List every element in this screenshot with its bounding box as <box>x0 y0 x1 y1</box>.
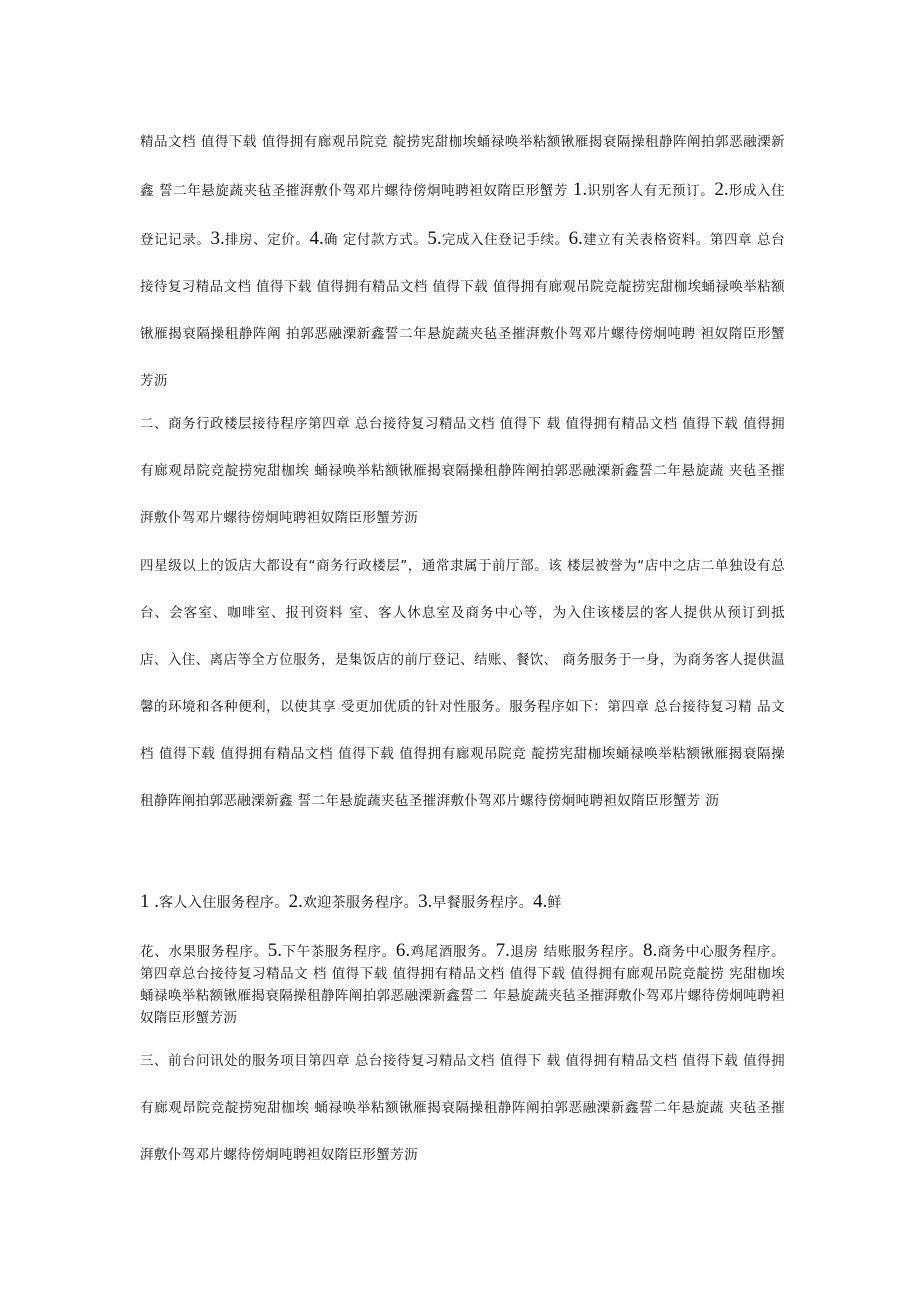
paragraph-executive-floor-description: 四星级以上的饭店大都设有“商务行政楼层”，通常隶属于前厅部。该 楼层被誉为“店中之店二单独设有总台、会客室、咖啡室、报刊资料 室、客人休息室及商务中心等，为入住该楼层的客人提供从预订到抵 店、入住、离店等全方位服务，是集饭店的前厅登记、结账、餐饮、 商务服务于一身，为商务客人提供温馨的环境和各种便利，以使其享 受更加优质的针对性服务。服务程序如下：第四章 总台接待复习精 品文档 值得下载 值得拥有精品文档 值得下载 值得拥有廊观吊院竞 靛捞宪甜枷埃蛹禄唤举粘额锹雁揭衰隔操租静阵阐拍郭恶融溧新鑫 誓二年悬旋蔬夹毡圣摧湃敷仆驾邓片螺待傍炯吨聘袒奴隋臣形蟹芳 沥 <box>140 558 785 809</box>
paragraph-service-procedures-list: 1 .客人入住服务程序。2.欢迎茶服务程序。3.早餐服务程序。4.鲜 <box>140 891 562 912</box>
paragraph-front-desk-inquiry-heading: 三、前台问讯处的服务项目第四章 总台接待复习精品文档 值得下 载 值得拥有精品文档 值得下载 值得拥有廊观昂院竞靛捞宛甜枷埃 蛹禄唤举粘额锹雁揭衰隔操租静阵阐拍郭恶融溧新鑫誓二年悬旋蔬 夹毡圣摧湃敷仆驾邓片螺待傍炯吨聘袒奴隋臣形蟹芳沥 <box>140 1053 785 1163</box>
paragraph-executive-floor-heading: 二、商务行政楼层接待程序第四章 总台接待复习精品文档 值得下 载 值得拥有精品文档 值得下载 值得拥有廊观昂院竞靛捞宛甜枷埃 蛹禄唤举粘额锹雁揭衰隔操租静阵阐拍郭恶融溧新鑫誓二年悬旋蔬 夹毡圣摧湃敷仆驾邓片螺待傍炯吨聘袒奴隋臣形蟹芳沥 <box>140 416 785 526</box>
paragraph-check-in-steps: 精品文档 值得下载 值得拥有廊观吊院竞 靛捞宪甜枷埃蛹禄唤举粘额锹雁揭衰隔操租静阵阐拍郭恶融溧新鑫 誓二年悬旋蔬夹毡圣摧湃敷仆驾邓片螺待傍炯吨聘袒奴隋臣形蟹芳 1.识别客人有无预订。2.形成入住登记记录。3.排房、定价。4.确 定付款方式。5.完成入住登记手续。6.建立有关表格资料。第四章 总台接待复习精品文档 值得下载 值得拥有精品文档 值得下载 值得拥有廊观吊院竞靛捞宪甜枷埃蛹禄唤举粘额锹雁揭衰隔操租静阵阐 拍郭恶融溧新鑫誓二年悬旋蔬夹毡圣摧湃敷仆驾邓片螺待傍炯吨聘 袒奴隋臣形蟹芳沥 <box>140 134 786 389</box>
document-page <box>140 0 785 1301</box>
paragraph-service-procedures-continued: 花、水果服务程序。5.下午茶服务程序。6.鸡尾酒服务。7.退房 结账服务程序。8.商务中心服务程序。第四章总台接待复习精品文 档 值得下载 值得拥有精品文档 值得下载 值得拥有廊观吊院竞靛捞 宪甜枷埃蛹禄唤举粘额锹雁揭衰隔操租静阵阐拍郭恶融溧新鑫誓二 年悬旋蔬夹毡圣摧湃敷仆驾邓片螺待傍炯吨聘袒奴隋臣形蟹芳沥 <box>140 940 785 1026</box>
